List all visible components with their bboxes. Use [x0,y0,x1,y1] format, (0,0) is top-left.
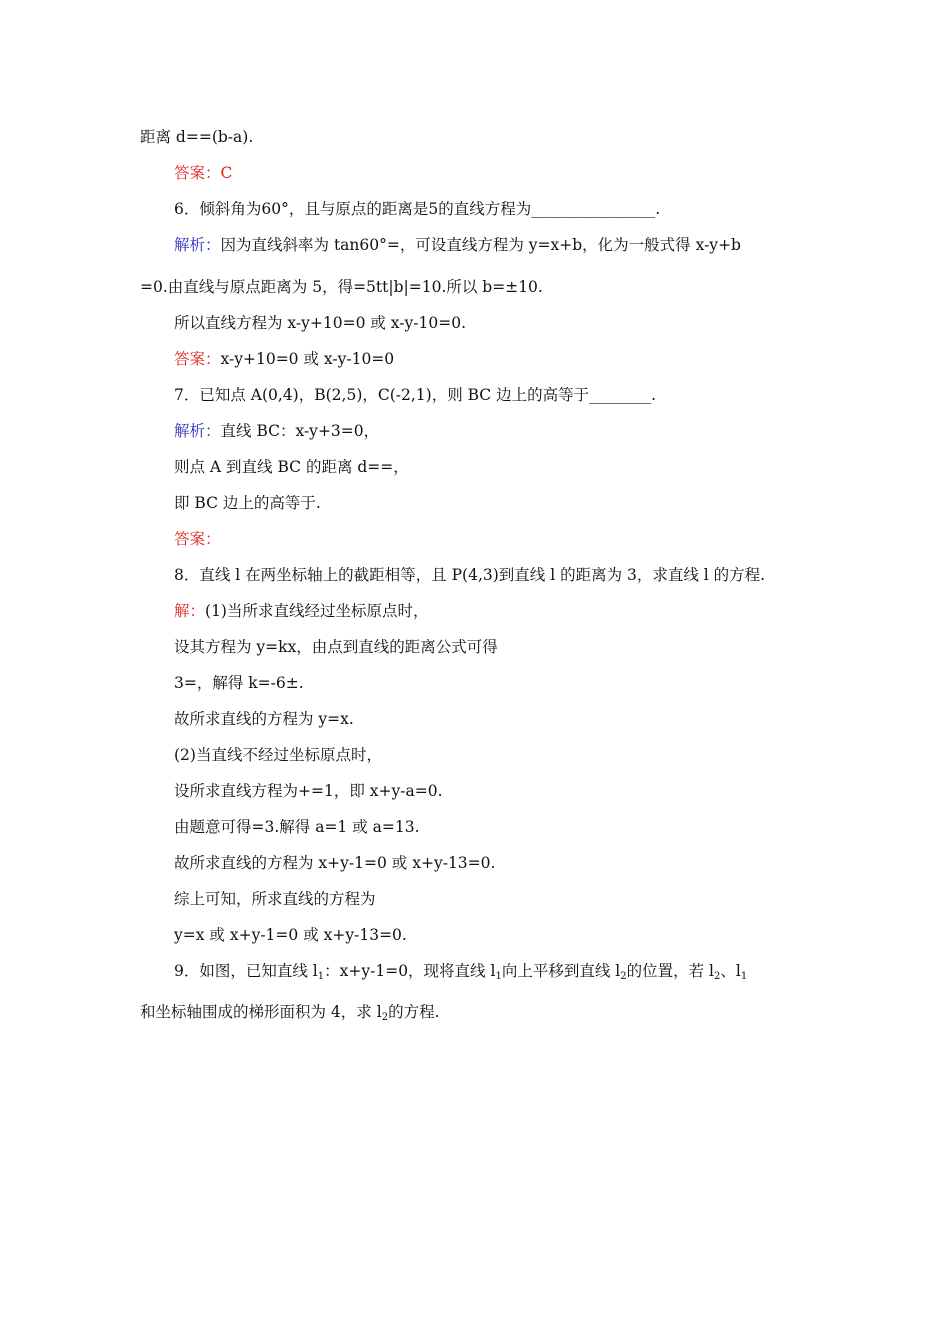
subscript: 1 [740,971,748,982]
text-line [140,1002,440,1022]
answer-line [174,529,221,549]
text-line: 距离 d==(b-a). [140,128,254,146]
text-run: ：x+y-1=0，现将直线 l [324,962,496,980]
solution-line [174,601,428,621]
text-line: 故所求直线的方程为 y=x. [174,710,354,728]
answer-label: 答案： [174,350,221,368]
answer-text: C [220,164,233,182]
text-line: 由题意可得=3.解得 a=1 或 a=13. [174,818,420,836]
analysis-text: 直线 BC：x-y+3=0， [220,422,380,440]
subscript: 1 [495,971,502,982]
answer-label: 答案： [174,530,221,548]
text-line: y=x 或 x+y-1=0 或 x+y-13=0. [174,926,407,944]
text-line: 设其方程为 y=kx，由点到直线的距离公式可得 [174,638,498,656]
analysis-text: 因为直线斜率为 tan60°=，可设直线方程为 y=x+b，化为一般式得 x-y+b [220,236,741,254]
question-6: 6．倾斜角为60°，且与原点的距离是5的直线方程为________________. [174,200,661,218]
answer-line [174,349,394,369]
text-line: =0.由直线与原点距离为 5，得=5tt|b|=10.所以 b=±10. [140,278,543,296]
text-run: 向上平移到直线 l [501,962,621,980]
solution-text: (1)当所求直线经过坐标原点时， [205,602,429,620]
text-line: 故所求直线的方程为 x+y-1=0 或 x+y-13=0. [174,854,496,872]
text-run: 和坐标轴围成的梯形面积为 4，求 l [140,1003,382,1021]
analysis-label: 解析： [174,422,221,440]
text-line: 即 BC 边上的高等于. [174,494,321,512]
answer-label: 答案： [174,164,221,182]
question-8: 8．直线 l 在两坐标轴上的截距相等，且 P(4,3)到直线 l 的距离为 3，求直线 l 的方程. [174,566,766,584]
solution-label: 解： [174,602,206,620]
text-run: 、l [720,962,741,980]
text-run: 的位置，若 l [626,962,714,980]
text-line: 综上可知，所求直线的方程为 [174,890,376,908]
text-line: 设所求直线方程为+=1，即 x+y-a=0. [174,782,443,800]
subscript: 2 [713,971,721,982]
text-line: (2)当直线不经过坐标原点时， [174,746,382,764]
subscript: 2 [620,971,627,982]
analysis-label: 解析： [174,236,221,254]
answer-line [174,163,232,183]
subscript: 1 [317,971,325,982]
text-run: 9．如图，已知直线 l [174,962,318,980]
analysis-line [174,235,741,255]
text-line: 所以直线方程为 x-y+10=0 或 x-y-10=0. [174,314,467,332]
answer-text: x-y+10=0 或 x-y-10=0 [220,350,395,368]
question-7: 7．已知点 A(0,4)，B(2,5)，C(-2,1)，则 BC 边上的高等于________. [174,386,657,404]
text-run: 的方程. [388,1003,440,1021]
text-line: 3=，解得 k=-6±. [174,674,304,692]
question-9 [174,961,747,981]
analysis-line [174,421,379,441]
subscript: 2 [381,1012,389,1023]
text-line: 则点 A 到直线 BC 的距离 d==， [174,458,409,476]
